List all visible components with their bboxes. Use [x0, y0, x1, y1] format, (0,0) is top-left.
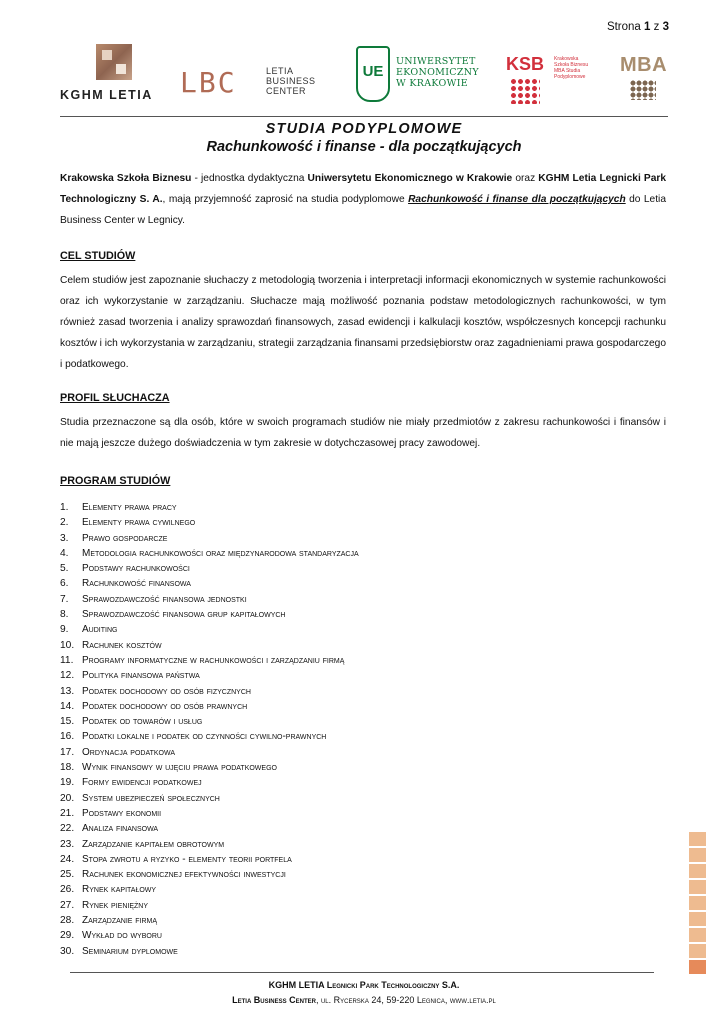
kghm-logo-text: KGHM LETIA	[60, 88, 153, 102]
program-item-label: Stopa zwrotu a ryzyko - elementy teorii portfela	[82, 853, 292, 865]
program-item-number: 17.	[60, 746, 75, 758]
intro-paragraph	[60, 168, 666, 231]
program-item-number: 24.	[60, 853, 75, 865]
kghm-cube-icon	[96, 44, 132, 80]
program-item	[60, 745, 666, 760]
side-bar	[689, 896, 706, 910]
program-item	[60, 821, 666, 836]
mba-dots-icon	[630, 80, 656, 100]
page-number-total: 3	[662, 21, 669, 33]
program-item-number: 12.	[60, 670, 75, 682]
intro-text: - jednostka dydaktyczna	[191, 173, 308, 184]
side-bar	[689, 848, 706, 862]
footer	[60, 978, 668, 1008]
program-item-number: 5.	[60, 563, 69, 575]
program-item	[60, 913, 666, 928]
side-bar	[689, 928, 706, 942]
program-item	[60, 500, 666, 515]
mba-mark: MBA	[620, 54, 668, 76]
program-item	[60, 852, 666, 867]
program-item-label: Podatek od towarów i usług	[82, 716, 203, 728]
program-item-label: Elementy prawa pracy	[82, 502, 177, 513]
program-item-number: 7.	[60, 593, 69, 605]
intro-text: oraz	[512, 173, 539, 184]
program-item-number: 9.	[60, 624, 69, 636]
program-item-label: Wykład do wyboru	[82, 930, 162, 942]
program-item-label: Podatek dochodowy od osób prawnych	[82, 700, 248, 712]
program-item-label: Metodologia rachunkowości oraz międzynarodowa standaryzacja	[82, 547, 359, 559]
program-item-label: Sprawozdawczość finansowa grup kapitałowych	[82, 609, 286, 621]
intro-university: Uniwersytetu Ekonomicznego w Krakowie	[307, 173, 513, 184]
program-item-label: Auditing	[82, 624, 118, 636]
side-bar	[689, 912, 706, 926]
program-item	[60, 515, 666, 530]
document-body	[60, 168, 666, 959]
intro-school: Krakowska Szkoła Biznesu	[60, 173, 192, 184]
program-item-label: Prawo gospodarcze	[82, 532, 168, 544]
program-item-label: Polityka finansowa państwa	[82, 670, 200, 682]
page-number	[607, 21, 669, 33]
program-item	[60, 837, 666, 852]
intro-text: , mają przyjemność zaprosić na studia podyplomowe	[162, 194, 409, 205]
program-item-label: Rachunkowość finansowa	[82, 578, 191, 590]
footer-address: , ul. Rycerska 24, 59-220 Legnica, www.letia.pl	[315, 995, 496, 1005]
program-item-number: 11.	[60, 654, 74, 666]
ksb-logo	[506, 54, 606, 108]
footer-center: Letia Business Center	[232, 995, 316, 1005]
lbc-line: CENTER	[266, 86, 307, 96]
program-item-number: 18.	[60, 762, 75, 774]
program-item-number: 29.	[60, 930, 75, 942]
program-item	[60, 806, 666, 821]
intro-company: KGHM Letia Legnicki Park Technologiczny S. A.	[60, 173, 666, 205]
program-item-number: 8.	[60, 609, 69, 621]
program-item-number: 14.	[60, 700, 75, 712]
kghm-letia-logo	[60, 44, 170, 104]
program-item-number: 22.	[60, 823, 75, 835]
side-bar	[689, 960, 706, 974]
program-item	[60, 561, 666, 576]
intro-course-name: Rachunkowość i finanse dla początkujących	[408, 194, 626, 205]
footer-divider	[70, 972, 654, 973]
program-item	[60, 546, 666, 561]
intro-text: do Letia Business Center w Legnicy.	[60, 194, 666, 226]
program-item-number: 13.	[60, 685, 75, 697]
title-main: STUDIA PODYPLOMOWE	[265, 121, 463, 137]
program-item	[60, 882, 666, 897]
decorative-side-bars	[689, 832, 706, 976]
program-item-number: 6.	[60, 578, 69, 590]
program-item-label: System ubezpieczeń społecznych	[82, 792, 220, 804]
program-item	[60, 622, 666, 637]
program-item	[60, 576, 666, 591]
program-item	[60, 928, 666, 943]
program-item	[60, 607, 666, 622]
title-subtitle: Rachunkowość i finanse - dla początkujących	[206, 139, 522, 155]
program-item-number: 3.	[60, 532, 69, 544]
ksb-dots-icon	[510, 78, 540, 104]
program-item	[60, 684, 666, 699]
lbc-mark: LBC	[180, 66, 237, 99]
program-item-number: 2.	[60, 517, 69, 529]
program-item	[60, 867, 666, 882]
program-item-label: Podstawy rachunkowości	[82, 563, 190, 575]
program-item-label: Ordynacja podatkowa	[82, 746, 176, 758]
program-item	[60, 653, 666, 668]
section-heading-goal: CEL STUDIÓW	[60, 250, 136, 262]
program-item-number: 19.	[60, 777, 75, 789]
page-number-sep: z	[653, 21, 660, 33]
program-item-label: Rachunek ekonomicznej efektywności inwestycji	[82, 869, 286, 881]
program-item-label: Podstawy ekonomii	[82, 807, 162, 819]
ksb-line: Krakowska	[554, 56, 579, 62]
program-item-label: Sprawozdawczość finansowa jednostki	[82, 593, 247, 605]
program-item-label: Programy informatyczne w rachunkowości i zarządzaniu firmą	[82, 654, 345, 666]
mba-logo	[620, 54, 670, 108]
page-number-current: 1	[644, 21, 651, 33]
program-item	[60, 791, 666, 806]
program-item-label: Seminarium dyplomowe	[82, 945, 178, 957]
program-item-label: Podatki lokalne i podatek od czynności cywilno-prawnych	[82, 731, 327, 743]
header-divider	[60, 116, 668, 117]
program-item-number: 16.	[60, 731, 75, 743]
program-item-number: 20.	[60, 792, 75, 804]
uniwersytet-ekonomiczny-logo	[356, 46, 486, 102]
program-item-number: 21.	[60, 807, 75, 819]
program-item-label: Zarządzanie firmą	[82, 915, 158, 927]
section-text-profile: Studia przeznaczone są dla osób, które w swoich programach studiów nie miały przedmiotów z zakresu rachunkowości i finansów i nie mają jeszcze dużego doświadczenia w tym zakresie w dotychczasowej pracy zawodowej.	[60, 417, 666, 449]
side-bar	[689, 944, 706, 958]
lbc-line: LETIA	[266, 66, 294, 76]
program-item-label: Rachunek kosztów	[82, 639, 162, 651]
program-item-label: Formy ewidencji podatkowej	[82, 777, 202, 789]
ksb-text	[554, 56, 606, 80]
program-item	[60, 668, 666, 683]
ue-line: EKONOMICZNY	[396, 67, 479, 78]
ksb-line: MBA Studia Podyplomowe	[554, 68, 586, 80]
program-item-number: 1.	[60, 502, 69, 513]
ksb-line: Szkoła Biznesu	[554, 62, 589, 68]
program-item	[60, 714, 666, 729]
program-item-number: 26.	[60, 884, 75, 896]
program-item	[60, 760, 666, 775]
page-number-prefix: Strona	[606, 21, 641, 33]
program-item	[60, 638, 666, 653]
program-item	[60, 531, 666, 546]
section-text-goal: Celem studiów jest zapoznanie słuchaczy z metodologią tworzenia i interpretacji informacji ekonomicznych w systemie rachunkowości oraz ich wykorzystanie w zarządzaniu. Słuchacze mają możliwość poznania podstaw metodologicznych rachunkowości, w tym również zasad tworzenia i analizy sprawozdań finansowych, zasad ewidencji i kalkulacji kosztów, współczesnych koncepcji rachunku kosztów i ich wykorzystania w zarządzaniu, strategii zarządzania finansami przedsiębiorstw oraz zagadnieniami prawa gospodarczego i podatkowego.	[60, 275, 666, 370]
program-item	[60, 699, 666, 714]
footer-company: KGHM LETIA Legnicki Park Technologiczny S.A.	[268, 980, 460, 990]
program-item-number: 4.	[60, 547, 69, 559]
side-bar	[689, 880, 706, 894]
program-item-label: Elementy prawa cywilnego	[82, 517, 196, 529]
program-item-number: 23.	[60, 838, 75, 850]
lbc-text	[266, 66, 316, 96]
program-item-label: Wynik finansowy w ujęciu prawa podatkowego	[82, 762, 277, 774]
ue-crest-icon: UE	[356, 46, 390, 102]
program-item-number: 30.	[60, 945, 75, 957]
ue-text	[396, 56, 479, 89]
program-item	[60, 729, 666, 744]
program-item-number: 28.	[60, 915, 75, 927]
header-logos	[60, 40, 670, 106]
side-bar	[689, 832, 706, 846]
program-item-number: 27.	[60, 899, 75, 911]
section-heading-program: PROGRAM STUDIÓW	[60, 475, 171, 487]
program-item-label: Analiza finansowa	[82, 823, 159, 835]
program-item-label: Podatek dochodowy od osób fizycznych	[82, 685, 251, 697]
program-item	[60, 944, 666, 959]
program-item-label: Zarządzanie kapitałem obrotowym	[82, 838, 225, 850]
program-item-number: 10.	[60, 639, 75, 651]
section-heading-profile: PROFIL SŁUCHACZA	[60, 392, 170, 404]
program-list	[60, 500, 666, 959]
ksb-mark: KSB	[506, 54, 545, 74]
program-item	[60, 898, 666, 913]
ue-line: UNIWERSYTET	[396, 56, 476, 67]
program-item-label: Rynek pieniężny	[82, 899, 149, 911]
letia-business-center-logo	[180, 64, 330, 104]
ue-line: W KRAKOWIE	[396, 78, 468, 89]
side-bar	[689, 864, 706, 878]
program-item	[60, 775, 666, 790]
program-item-number: 15.	[60, 716, 75, 728]
program-item-number: 25.	[60, 869, 75, 881]
document-title	[60, 121, 668, 155]
program-item	[60, 592, 666, 607]
lbc-line: BUSINESS	[266, 76, 316, 86]
program-item-label: Rynek kapitałowy	[82, 884, 157, 896]
